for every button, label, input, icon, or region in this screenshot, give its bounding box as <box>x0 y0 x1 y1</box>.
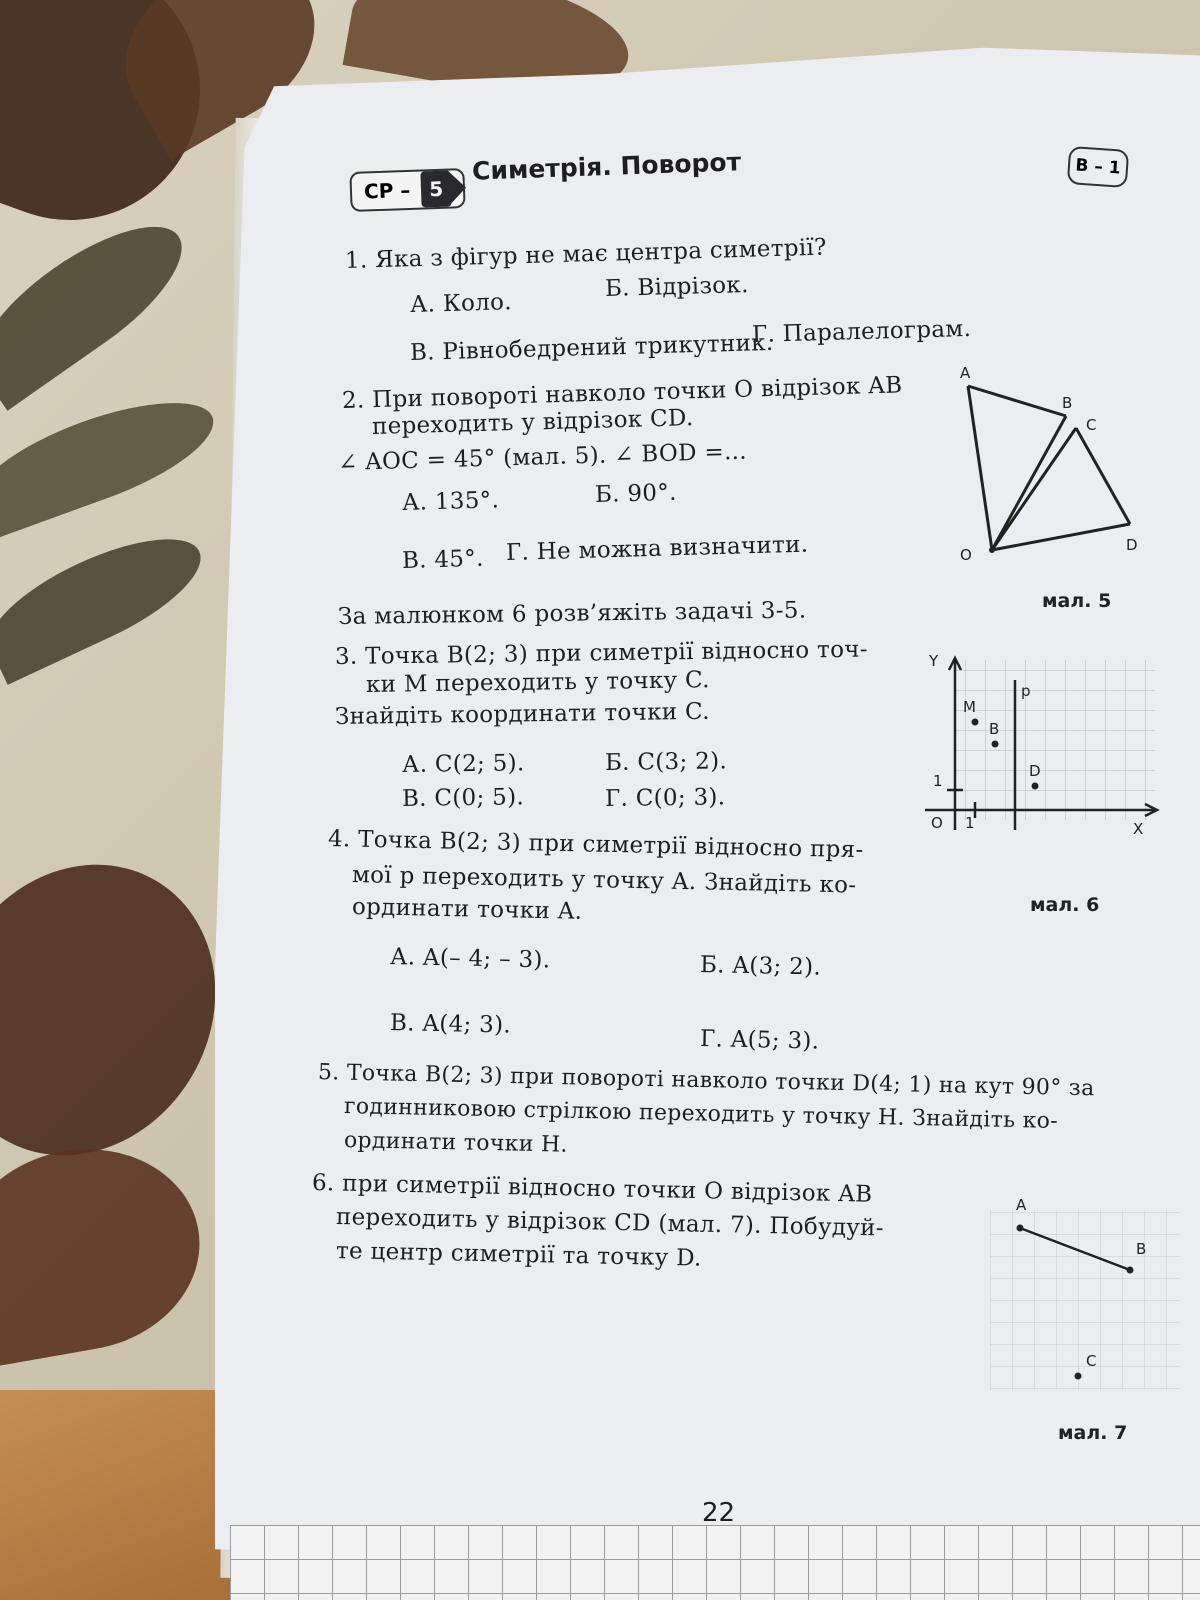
fig5-label-a: A <box>960 364 971 382</box>
task-1-option-c: В. Рівнобедрений трикутник. <box>409 329 774 366</box>
fig5-label-d: D <box>1126 536 1138 554</box>
fig6-label-one-y: 1 <box>933 772 943 790</box>
point-c <box>1075 1373 1082 1380</box>
arrow-icon <box>447 170 466 207</box>
task-1-option-d: Г. Паралелограм. <box>751 315 972 348</box>
point-b <box>992 741 999 748</box>
segment-ob <box>992 416 1066 550</box>
task-2-line-3: ∠ AOC = 45° (мал. 5). ∠ BOD =... <box>337 438 748 476</box>
task-3-option-b: Б. C(3; 2). <box>604 748 728 776</box>
segment-cd <box>1076 428 1130 524</box>
task-5-line-1: 5. Точка B(2; 3) при повороті навколо точки D(4; 1) на кут 90° за <box>317 1060 1095 1102</box>
figure-7-caption: мал. 7 <box>1058 1422 1128 1444</box>
fig5-label-b: B <box>1062 394 1073 412</box>
task-1-question: 1. Яка з фігур не має центра симетрії? <box>344 234 828 274</box>
tasks-3-5-intro: За малюнком 6 розв’яжіть задачі 3-5. <box>337 597 807 630</box>
segment-ab <box>968 386 1066 416</box>
point-d <box>1032 783 1039 790</box>
task-6-line-1: 6. при симетрії відносно точки O відрізок AB <box>311 1170 873 1208</box>
fig7-label-c: C <box>1086 1352 1097 1370</box>
task-4-option-b: Б. A(3; 2). <box>699 952 822 981</box>
fig5-label-o: O <box>960 546 972 564</box>
fig6-label-o: O <box>931 814 943 832</box>
task-3-line-1: 3. Точка B(2; 3) при симетрії відносно точ- <box>334 636 869 670</box>
point-m <box>972 719 979 726</box>
task-4-line-1: 4. Точка B(2; 3) при симетрії відносно пря- <box>327 826 864 864</box>
task-2-line-2: переходить у відрізок CD. <box>371 405 694 440</box>
task-6-line-3: те центр симетрії та точку D. <box>335 1238 702 1272</box>
fig6-label-p: p <box>1021 682 1031 700</box>
fig7-label-a: A <box>1016 1196 1027 1214</box>
task-2-option-b: Б. 90°. <box>594 479 678 508</box>
fig7-label-b: B <box>1136 1240 1147 1258</box>
page-title: Симетрія. Поворот <box>471 147 742 186</box>
segment-oc <box>992 428 1076 550</box>
page-number: 22 <box>702 1498 736 1528</box>
task-1-option-b: Б. Відрізок. <box>604 271 750 302</box>
fig6-label-y: Y <box>929 652 939 670</box>
task-4-option-c: В. A(4; 3). <box>389 1010 512 1039</box>
fig6-label-d: D <box>1029 762 1041 780</box>
task-2-option-d: Г. Не можна визначити. <box>505 531 809 566</box>
task-3-option-d: Г. C(0; 3). <box>604 784 726 812</box>
task-4-option-d: Г. A(5; 3). <box>699 1026 820 1055</box>
segment-od <box>992 524 1130 550</box>
fig6-label-one-x: 1 <box>965 814 975 832</box>
work-badge-label: СР – <box>363 177 411 204</box>
task-1-option-a: А. Коло. <box>409 289 513 318</box>
point-o <box>989 547 995 553</box>
segment-oa <box>968 386 992 550</box>
fig6-label-x: X <box>1133 820 1144 838</box>
figure-6 <box>925 650 1165 870</box>
point-b <box>1127 1267 1134 1274</box>
task-3-line-3: Знайдіть координати точки C. <box>334 698 710 730</box>
task-3-option-a: А. C(2; 5). <box>401 750 525 778</box>
fig5-label-c: C <box>1086 416 1097 434</box>
figure-5-caption: мал. 5 <box>1042 590 1112 612</box>
figure-6-caption: мал. 6 <box>1030 894 1100 916</box>
task-5-line-3: ординати точки H. <box>343 1128 569 1158</box>
task-2-option-c: В. 45°. <box>401 545 485 574</box>
grid-background <box>955 660 1155 820</box>
figure-5 <box>950 360 1150 600</box>
grid-background <box>990 1210 1180 1390</box>
task-5-line-2: годинниковою стрілкою переходить у точку H. Знайдіть ко- <box>343 1094 1059 1134</box>
work-badge-number: 5 <box>421 170 452 207</box>
fig6-label-b: B <box>989 720 1000 738</box>
figure-7 <box>990 1190 1180 1400</box>
fig6-label-m: M <box>963 698 976 716</box>
task-6-line-2: переходить у відрізок CD (мал. 7). Побудуй- <box>335 1204 885 1242</box>
task-3-option-c: В. C(0; 5). <box>401 784 525 812</box>
variant-badge: В – 1 <box>1067 146 1130 188</box>
task-2-line-1: 2. При повороті навколо точки O відрізок AB <box>341 372 903 414</box>
task-3-line-2: ки M переходить у точку C. <box>365 667 710 698</box>
task-4-option-a: А. A(– 4; – 3). <box>389 944 551 974</box>
point-a <box>1017 1225 1024 1232</box>
task-4-line-3: ординати точки A. <box>351 894 583 925</box>
task-4-line-2: мої p переходить у точку A. Знайдіть ко- <box>351 862 857 899</box>
task-2-option-a: А. 135°. <box>401 487 500 516</box>
